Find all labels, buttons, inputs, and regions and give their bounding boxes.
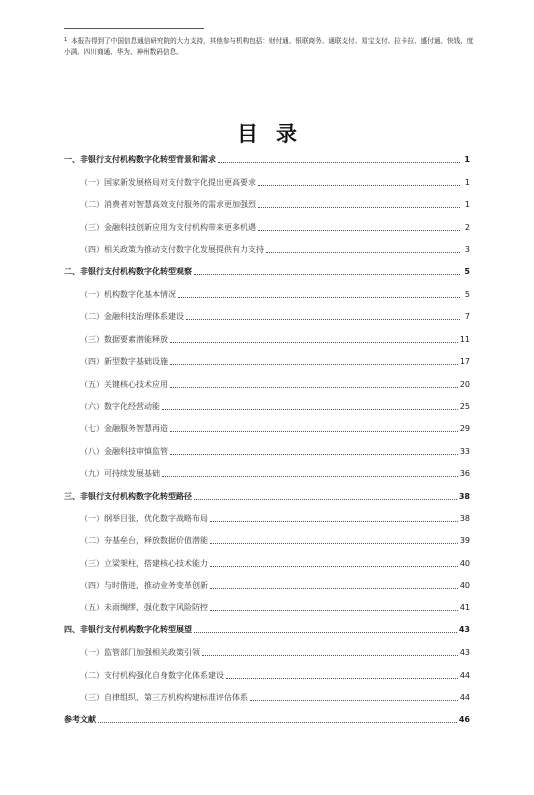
toc-dot-leader [210, 566, 458, 567]
toc-page-number: 38 [458, 492, 470, 501]
toc-entry-label: （三）数据要素潜能释放 [80, 335, 168, 344]
toc-page-number: 38 [459, 514, 470, 523]
toc-page-number: 25 [459, 402, 470, 411]
toc-dot-leader [258, 185, 460, 186]
toc-dot-leader [266, 252, 460, 253]
toc-dot-leader [202, 655, 458, 656]
toc-page-number: 46 [458, 715, 470, 724]
toc-section-entry[interactable] [80, 220, 470, 234]
toc-section-entry[interactable] [80, 668, 470, 682]
toc-page-number: 20 [459, 380, 470, 389]
toc-page-number: 3 [464, 245, 470, 254]
toc-page-number: 40 [459, 559, 470, 568]
toc-page-number: 5 [464, 290, 470, 299]
toc-chapter-entry[interactable] [64, 152, 470, 166]
footnote-text: 本报告得到了中国信息通信研究院的大力支持，其他参与机构包括：财付通、银联商务、通联支付、易宝支付、拉卡拉、盛付通、快钱、度小满、四川商通、华为、神州数码信息。 [64, 37, 474, 56]
toc-section-entry[interactable] [80, 466, 470, 480]
toc-entry-label: 参考文献 [64, 715, 96, 724]
toc-page-number: 41 [459, 603, 470, 612]
toc-page-number: 17 [459, 357, 470, 366]
toc-section-entry[interactable] [80, 354, 470, 368]
toc-page-number: 5 [464, 267, 470, 276]
toc-section-entry[interactable] [80, 377, 470, 391]
toc-section-entry[interactable] [80, 444, 470, 458]
toc-page-number: 29 [459, 424, 470, 433]
toc-dot-leader [170, 342, 458, 343]
toc-section-entry[interactable] [80, 287, 470, 301]
toc-title: 目录 [237, 122, 315, 146]
toc-entry-label: （二）夯基垒台，释放数据价值潜能 [80, 536, 208, 545]
footnote-separator [64, 28, 204, 29]
toc-page-number: 7 [464, 312, 470, 321]
toc-page-number: 40 [459, 581, 470, 590]
toc-section-entry[interactable] [80, 399, 470, 413]
toc-entry-label: （六）数字化经营动能 [80, 402, 160, 411]
toc-section-entry[interactable] [80, 511, 470, 525]
toc-entry-label: （五）关键核心技术应用 [80, 380, 168, 389]
toc-dot-leader [210, 543, 458, 544]
toc-dot-leader [178, 297, 460, 298]
toc-dot-leader [162, 409, 458, 410]
footnote [64, 35, 476, 58]
toc-entry-label: 二、非银行支付机构数字化转型观察 [64, 267, 192, 276]
toc-chapter-entry[interactable] [64, 489, 470, 503]
footnote-marker: 1 [64, 37, 68, 43]
toc-entry-label: 四、非银行支付机构数字化转型展望 [64, 625, 192, 634]
toc-dot-leader [258, 207, 460, 208]
toc-page-number: 43 [458, 625, 470, 634]
toc-dot-leader [194, 632, 457, 633]
toc-page-number: 36 [459, 469, 470, 478]
toc-section-entry[interactable] [80, 175, 470, 189]
toc-page-number: 39 [459, 536, 470, 545]
toc-chapter-entry[interactable] [64, 264, 470, 278]
toc-entry-label: （三）金融科技创新应用为支付机构带来更多机遇 [80, 223, 256, 232]
toc-page-number: 43 [459, 648, 470, 657]
toc-page-number: 33 [459, 447, 470, 456]
toc-entry-label: （四）新型数字基础设施 [80, 357, 168, 366]
toc-section-entry[interactable] [80, 197, 470, 211]
toc-section-entry[interactable] [80, 309, 470, 323]
toc-dot-leader [210, 610, 458, 611]
toc-dot-leader [194, 274, 460, 275]
toc-entry-label: 三、非银行支付机构数字化转型路径 [64, 492, 192, 501]
toc-page-number: 44 [459, 671, 470, 680]
toc-entry-label: （二）支付机构强化自身数字化体系建设 [80, 671, 224, 680]
toc-page-number: 2 [464, 223, 470, 232]
toc-dot-leader [170, 454, 458, 455]
toc-dot-leader [210, 521, 458, 522]
toc-entry-label: （四）相关政策为推动支付数字化发展提供有力支持 [80, 245, 264, 254]
toc-entry-label: （一）机构数字化基本情况 [80, 290, 176, 299]
toc-section-entry[interactable] [80, 600, 470, 614]
toc-section-entry[interactable] [80, 332, 470, 346]
toc-page-number: 1 [464, 155, 470, 164]
toc-page-number: 1 [464, 178, 470, 187]
toc-chapter-entry[interactable] [64, 622, 470, 636]
toc-dot-leader [170, 364, 458, 365]
toc-section-entry[interactable] [80, 556, 470, 570]
toc-dot-leader [98, 722, 457, 723]
toc-dot-leader [194, 499, 457, 500]
toc-page-number: 1 [464, 200, 470, 209]
toc-entry-label: （一）纲举目张，优化数字战略布局 [80, 514, 208, 523]
toc-page-number: 11 [459, 335, 470, 344]
toc-section-entry[interactable] [80, 533, 470, 547]
toc-entry-label: （八）金融科技审慎监管 [80, 447, 168, 456]
toc-section-entry[interactable] [80, 421, 470, 435]
toc-entry-label: （三）自律组织、第三方机构构建标准评估体系 [80, 693, 248, 702]
toc-entry-label: （七）金融服务智慧再造 [80, 424, 168, 433]
toc-dot-leader [226, 678, 458, 679]
toc-section-entry[interactable] [80, 690, 470, 704]
toc-section-entry[interactable] [80, 242, 470, 256]
toc-entry-label: （三）立梁架柱，搭建核心技术能力 [80, 559, 208, 568]
toc-dot-leader [186, 319, 460, 320]
toc-entry-label: （二）消费者对智慧高效支付服务的需求更加强烈 [80, 200, 256, 209]
toc-section-entry[interactable] [80, 645, 470, 659]
toc-dot-leader [162, 476, 458, 477]
toc-dot-leader [170, 431, 458, 432]
toc-entry-label: （五）未雨绸缪，强化数字风险防控 [80, 603, 208, 612]
toc-dot-leader [250, 700, 458, 701]
toc-section-entry[interactable] [80, 578, 470, 592]
toc-entry-label: （二）金融科技治理体系建设 [80, 312, 184, 321]
toc-entry-label: （九）可持续发展基础 [80, 469, 160, 478]
toc-chapter-entry[interactable] [64, 712, 470, 726]
toc-entry-label: （一）监管部门加强相关政策引领 [80, 648, 200, 657]
toc-entry-label: 一、非银行支付机构数字化转型背景和需求 [64, 155, 216, 164]
toc-dot-leader [210, 588, 458, 589]
toc-dot-leader [170, 387, 458, 388]
toc-entry-label: （一）国家新发展格局对支付数字化提出更高要求 [80, 178, 256, 187]
toc-dot-leader [258, 230, 460, 231]
toc-dot-leader [218, 162, 460, 163]
toc-entry-label: （四）与时偕进，推动业务变革创新 [80, 581, 208, 590]
toc-page-number: 44 [459, 693, 470, 702]
